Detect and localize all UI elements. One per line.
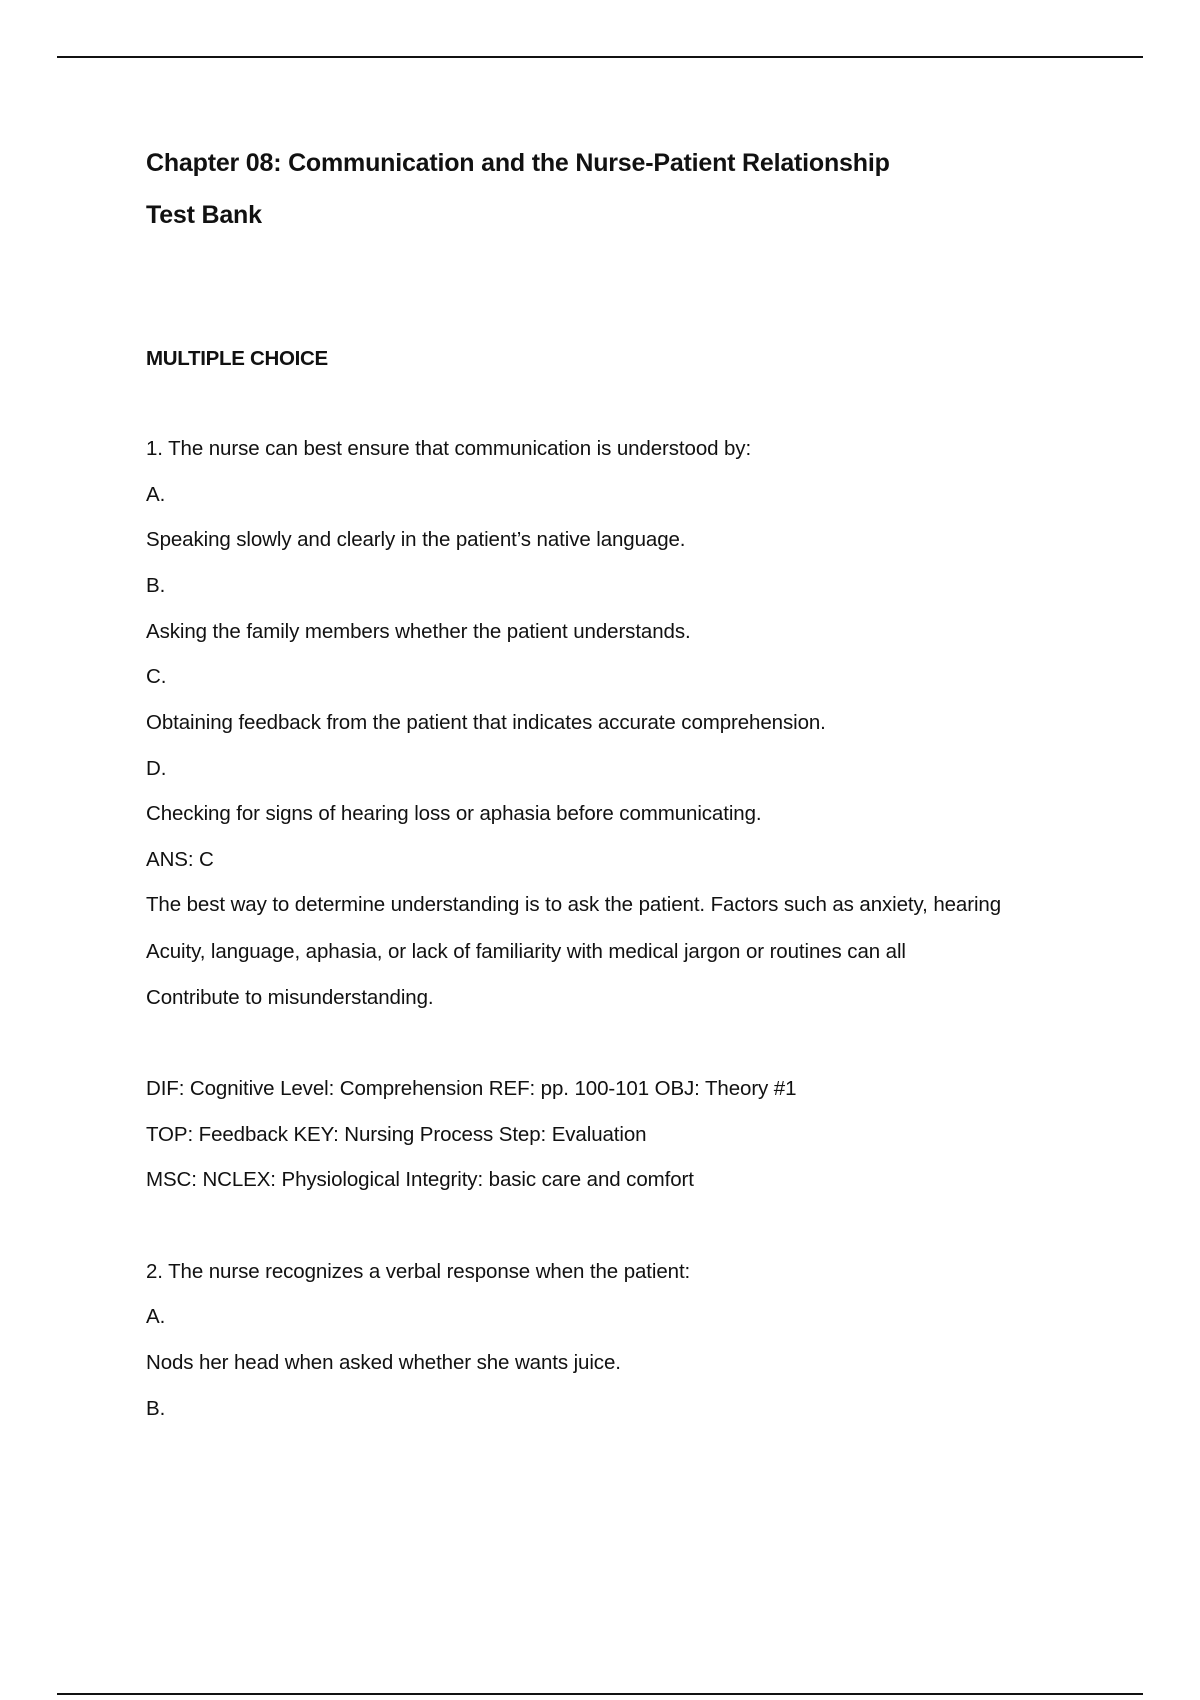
document-title: Chapter 08: Communication and the Nurse-Patient Relationship [146, 149, 890, 177]
question-1-option-b-text: Asking the family members whether the patient understands. [146, 620, 691, 643]
document-subtitle: Test Bank [146, 201, 262, 229]
question-1-option-c-letter: C. [146, 665, 167, 688]
header-rule [57, 56, 1143, 58]
question-2-option-a-text: Nods her head when asked whether she wants juice. [146, 1351, 621, 1374]
question-1-option-a-letter: A. [146, 483, 166, 506]
question-1-meta-line: TOP: Feedback KEY: Nursing Process Step: Evaluation [146, 1123, 647, 1146]
question-1-rationale-line: Acuity, language, aphasia, or lack of familiarity with medical jargon or routines can all [146, 940, 906, 963]
question-1-meta-line: DIF: Cognitive Level: Comprehension REF: pp. 100-101 OBJ: Theory #1 [146, 1077, 797, 1100]
question-1-option-b-letter: B. [146, 574, 166, 597]
section-heading: MULTIPLE CHOICE [146, 347, 328, 370]
question-1-answer: ANS: C [146, 848, 214, 871]
question-1-meta-line: MSC: NCLEX: Physiological Integrity: basic care and comfort [146, 1168, 694, 1191]
question-1-option-a-text: Speaking slowly and clearly in the patient’s native language. [146, 528, 686, 551]
question-1-rationale-line: The best way to determine understanding is to ask the patient. Factors such as anxiety, hearing [146, 893, 1002, 916]
question-2-option-b-letter: B. [146, 1397, 166, 1420]
question-2-option-a-letter: A. [146, 1305, 166, 1328]
question-1-rationale-line: Contribute to misunderstanding. [146, 986, 434, 1009]
question-1-stem: 1. The nurse can best ensure that communication is understood by: [146, 437, 752, 460]
question-1-option-c-text: Obtaining feedback from the patient that indicates accurate comprehension. [146, 711, 826, 734]
question-1-option-d-text: Checking for signs of hearing loss or aphasia before communicating. [146, 802, 762, 825]
footer-rule [57, 1693, 1143, 1695]
question-1-option-d-letter: D. [146, 757, 167, 780]
question-2-stem: 2. The nurse recognizes a verbal response when the patient: [146, 1260, 691, 1283]
